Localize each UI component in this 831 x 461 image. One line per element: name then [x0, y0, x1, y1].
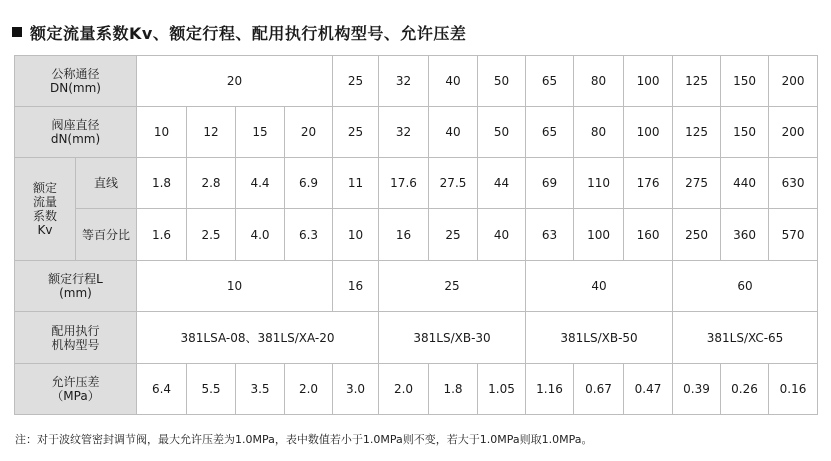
table-cell: 100 — [574, 209, 624, 261]
spec-table — [14, 55, 818, 415]
table-cell: 1.05 — [478, 364, 526, 415]
row-actuator-model — [15, 312, 818, 364]
table-cell: 250 — [673, 209, 721, 261]
table-cell: 40 — [526, 261, 673, 312]
table-cell: 1.6 — [137, 209, 187, 261]
table-cell: 40 — [478, 209, 526, 261]
table-cell: 200 — [769, 107, 818, 158]
row-seat-diameter — [15, 107, 818, 158]
table-cell: 0.67 — [574, 364, 624, 415]
table-cell: 381LS/XB-30 — [379, 312, 526, 364]
table-cell: 2.8 — [187, 158, 236, 209]
header-line: （MPa） — [51, 389, 100, 403]
table-cell: 32 — [379, 56, 429, 107]
table-cell: 125 — [673, 107, 721, 158]
table-cell: 27.5 — [429, 158, 478, 209]
header-line: 公称通径 — [51, 67, 100, 81]
row-kv-equal-percentage — [15, 209, 818, 261]
header-line: 系数 — [32, 209, 57, 223]
section-title-text: 额定流量系数Kv、额定行程、配用执行机构型号、允许压差 — [30, 23, 467, 43]
table-cell: 60 — [673, 261, 818, 312]
header-line: dN(mm) — [50, 132, 101, 146]
table-cell: 25 — [333, 107, 379, 158]
table-cell: 44 — [478, 158, 526, 209]
table-cell: 50 — [478, 56, 526, 107]
table-cell: 150 — [721, 107, 769, 158]
table-cell: 0.39 — [673, 364, 721, 415]
table-cell: 15 — [236, 107, 285, 158]
table-cell: 2.5 — [187, 209, 236, 261]
table-cell: 570 — [769, 209, 818, 261]
table-cell: 3.5 — [236, 364, 285, 415]
table-cell: 6.4 — [137, 364, 187, 415]
header-line: (mm) — [59, 286, 92, 300]
header-line: 额定 — [32, 181, 57, 195]
table-cell: 17.6 — [379, 158, 429, 209]
header-line: 额定行程L — [48, 272, 103, 286]
header-line: DN(mm) — [50, 81, 101, 95]
table-cell: 65 — [526, 107, 574, 158]
header-allowable-pressure — [15, 364, 137, 415]
table-cell: 6.3 — [285, 209, 333, 261]
table-cell: 11 — [333, 158, 379, 209]
row-allowable-pressure — [15, 364, 818, 415]
table-cell: 1.8 — [137, 158, 187, 209]
table-cell: 275 — [673, 158, 721, 209]
row-kv-linear — [15, 158, 818, 209]
table-cell: 12 — [187, 107, 236, 158]
table-cell: 20 — [137, 56, 333, 107]
table-cell: 50 — [478, 107, 526, 158]
table-cell: 63 — [526, 209, 574, 261]
header-kv-equal-percentage: 等百分比 — [76, 209, 137, 261]
table-cell: 65 — [526, 56, 574, 107]
header-kv — [15, 158, 76, 261]
table-cell: 0.26 — [721, 364, 769, 415]
header-nominal-diameter — [15, 56, 137, 107]
table-cell: 630 — [769, 158, 818, 209]
table-cell: 25 — [429, 209, 478, 261]
table-cell: 381LS/XC-65 — [673, 312, 818, 364]
table-cell: 3.0 — [333, 364, 379, 415]
table-cell: 110 — [574, 158, 624, 209]
table-cell: 10 — [333, 209, 379, 261]
table-cell: 2.0 — [379, 364, 429, 415]
header-line: 允许压差 — [51, 375, 100, 389]
table-cell: 125 — [673, 56, 721, 107]
table-cell: 69 — [526, 158, 574, 209]
table-cell: 4.0 — [236, 209, 285, 261]
table-cell: 80 — [574, 107, 624, 158]
table-cell: 381LSA-08、381LS/XA-20 — [137, 312, 379, 364]
table-cell: 200 — [769, 56, 818, 107]
table-cell: 100 — [624, 56, 673, 107]
header-line: Kv — [37, 223, 53, 237]
header-actuator-model — [15, 312, 137, 364]
section-title — [12, 19, 466, 45]
table-cell: 40 — [429, 107, 478, 158]
footnote: 注：对于波纹管密封调节阀，最大允许压差为1.0MPa，表中数值若小于1.0MPa则不变，若大于1.0MPa则取1.0MPa。 — [15, 433, 593, 446]
table-cell: 20 — [285, 107, 333, 158]
table-cell: 25 — [379, 261, 526, 312]
header-line: 流量 — [32, 195, 57, 209]
table-cell: 1.8 — [429, 364, 478, 415]
table-cell: 4.4 — [236, 158, 285, 209]
table-cell: 160 — [624, 209, 673, 261]
table-cell: 40 — [429, 56, 478, 107]
bullet-square-icon — [12, 27, 22, 37]
table-cell: 0.47 — [624, 364, 673, 415]
header-line: 机构型号 — [51, 337, 100, 352]
table-cell: 360 — [721, 209, 769, 261]
header-kv-linear: 直线 — [76, 158, 137, 209]
table-cell: 16 — [379, 209, 429, 261]
table-cell: 1.16 — [526, 364, 574, 415]
table-cell: 440 — [721, 158, 769, 209]
table-cell: 150 — [721, 56, 769, 107]
table-cell: 10 — [137, 107, 187, 158]
table-cell: 100 — [624, 107, 673, 158]
table-cell: 80 — [574, 56, 624, 107]
row-nominal-diameter — [15, 56, 818, 107]
table-cell: 32 — [379, 107, 429, 158]
table-cell: 2.0 — [285, 364, 333, 415]
table-cell: 25 — [333, 56, 379, 107]
table-cell: 6.9 — [285, 158, 333, 209]
row-rated-stroke — [15, 261, 818, 312]
table-cell: 10 — [137, 261, 333, 312]
table-cell: 176 — [624, 158, 673, 209]
header-rated-stroke — [15, 261, 137, 312]
table-cell: 5.5 — [187, 364, 236, 415]
header-line: 阀座直径 — [51, 118, 100, 132]
table-cell: 0.16 — [769, 364, 818, 415]
table-cell: 381LS/XB-50 — [526, 312, 673, 364]
header-seat-diameter — [15, 107, 137, 158]
table-cell: 16 — [333, 261, 379, 312]
header-line: 配用执行 — [51, 323, 100, 338]
